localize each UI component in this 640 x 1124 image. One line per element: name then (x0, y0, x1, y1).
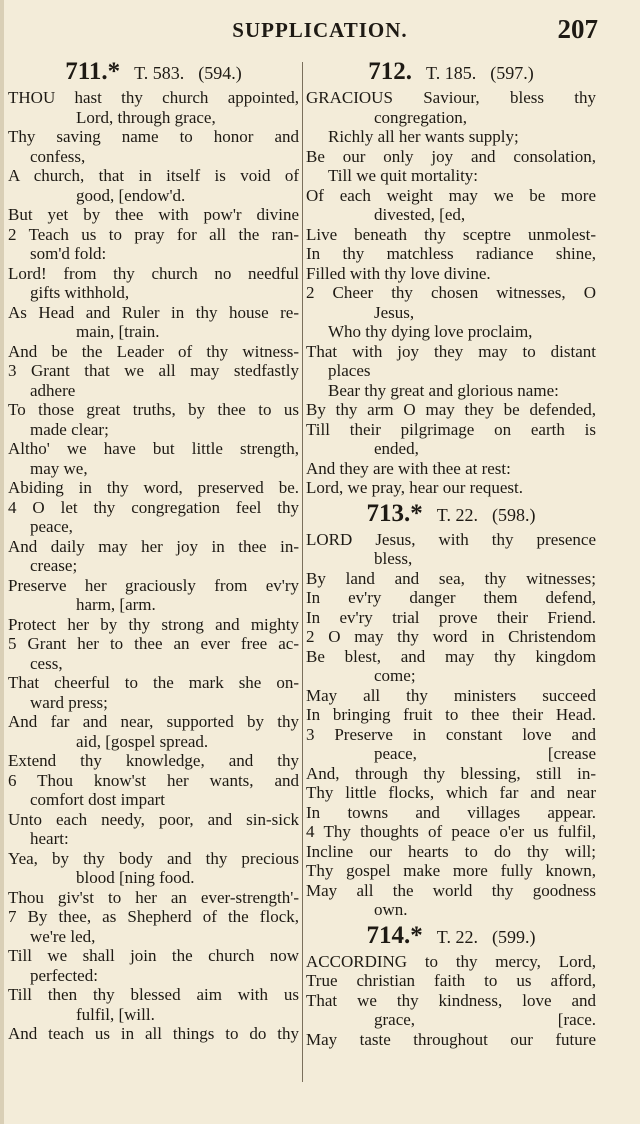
verse-line: A church, that in itself is void of (8, 166, 299, 185)
verse-line: 3 Grant that we all may stedfastly (8, 361, 299, 380)
verse-line: cess, (30, 653, 63, 673)
verse-line: Lord, through grace, (76, 107, 216, 127)
verse-line: Jesus, (374, 302, 415, 322)
verse-line: 2 Cheer thy chosen witnesses, O (306, 283, 596, 302)
hymn-number: 712. (368, 58, 413, 85)
tune-number: T. 583. (134, 63, 185, 83)
verse-line: perfected: (30, 965, 98, 985)
verse-line: May all the world thy goodness (306, 880, 596, 900)
verse-line: Yea, by thy body and thy precious (8, 848, 299, 868)
verse-line: May taste throughout our future (306, 1029, 596, 1049)
column-divider (302, 62, 303, 1082)
verse-line: In ev'ry trial prove their Friend. (306, 607, 596, 627)
verse-line: crease; (30, 556, 78, 575)
tune-number: T. 185. (426, 63, 477, 83)
verse-line: 2 O may thy word in Christendom (306, 627, 596, 646)
verse-line: aid, [gospel spread. (76, 731, 209, 751)
hymn-reference: (599.) (491, 926, 536, 947)
verse-line: places (328, 361, 371, 380)
hymn-number: 713.* (366, 499, 423, 527)
verse-line: 7 By thee, as Shepherd of the flock, (8, 907, 299, 926)
verse-line: bless, (374, 549, 413, 568)
verse-line: confess, (30, 146, 86, 166)
tune-number: T. 22. (436, 926, 478, 947)
verse-line: 5 Grant her to thee an ever free ac- (8, 634, 299, 653)
verse-line: Be our only joy and consolation, (306, 146, 596, 166)
hymn-number: 714.* (366, 921, 423, 949)
verse-line: Lord, we pray, hear our request. (306, 478, 523, 497)
verse-line: THOU hast thy church appointed, (8, 88, 299, 107)
verse-line: To those great truths, by thee to us (8, 400, 299, 419)
verse-line: own. (374, 900, 408, 919)
verse-line: And daily may her joy in thee in- (8, 536, 299, 556)
verse-line: Thy gospel make more fully known, (306, 861, 596, 880)
verse-line: Who thy dying love proclaim, (328, 322, 533, 341)
verse-line: grace, [race. (374, 1010, 596, 1029)
hymn-reference: (597.) (490, 63, 534, 83)
verse-line: In bringing fruit to thee their Head. (306, 705, 596, 724)
page-header (0, 14, 640, 48)
verse-line: And be the Leader of thy witness- (8, 341, 299, 361)
hymn-lines (306, 88, 596, 498)
verse-line: Till we quit mortality: (328, 166, 479, 185)
verse-line: 6 Thou know'st her wants, and (8, 770, 299, 790)
verse-line: made clear; (30, 419, 109, 439)
verse-line: Of each weight may we be more (306, 185, 596, 205)
verse-line: Till then thy blessed aim with us (8, 985, 299, 1004)
hymn-heading (8, 58, 299, 88)
hymn-reference: (594.) (198, 63, 242, 83)
verse-line: In ev'ry danger them defend, (306, 588, 596, 607)
verse-line: In towns and villages appear. (306, 802, 596, 822)
verse-line: By thy arm O may they be defended, (306, 400, 596, 419)
verse-line: 3 Preserve in constant love and (306, 724, 596, 744)
verse-line: That with joy they may to distant (306, 341, 596, 361)
verse-line: Incline our hearts to do thy will; (306, 841, 596, 861)
right-column (306, 56, 596, 1049)
hymn-number: 711.* (65, 58, 121, 85)
verse-line: Abiding in thy word, preserved be. (8, 478, 299, 497)
verse-line: And far and near, supported by thy (8, 712, 299, 731)
hymn-713 (306, 500, 596, 920)
verse-line: Thy little flocks, which far and near (306, 783, 596, 802)
verse-line: And they are with thee at rest: (306, 458, 511, 478)
verse-line: That we thy kindness, love and (306, 990, 596, 1010)
verse-line: Filled with thy love divine. (306, 263, 491, 283)
verse-line: Live beneath thy sceptre unmolest- (306, 224, 596, 244)
running-title: SUPPLICATION. (232, 18, 408, 42)
verse-line: we're led, (30, 926, 96, 946)
hymn-heading (306, 500, 596, 530)
verse-line: Lord! from thy church no needful (8, 263, 299, 283)
hymn-heading (306, 58, 596, 88)
hymn-lines (306, 530, 596, 920)
verse-line: Thou giv'st to her an ever-strength'- (8, 887, 299, 907)
hymn-714 (306, 922, 596, 1050)
verse-line: may we, (30, 458, 88, 478)
left-column (8, 56, 299, 1044)
verse-line: Preserve her graciously from ev'ry (8, 575, 299, 595)
tune-number: T. 22. (436, 504, 478, 525)
verse-line: 4 Thy thoughts of peace o'er us fulfil, (306, 822, 596, 841)
verse-line: Till their pilgrimage on earth is (306, 419, 596, 439)
verse-line: Altho' we have but little strength, (8, 439, 299, 458)
verse-line: peace, [crease (374, 744, 596, 763)
verse-line: And teach us in all things to do thy (8, 1024, 299, 1043)
verse-line: LORD Jesus, with thy presence (306, 529, 596, 549)
verse-line: May all thy ministers succeed (306, 685, 596, 705)
verse-line: ward press; (30, 692, 108, 712)
verse-line: gifts withhold, (30, 283, 130, 302)
verse-line: heart: (30, 829, 69, 848)
verse-line: But yet by thee with pow'r divine (8, 205, 299, 224)
page-edge (0, 0, 4, 1124)
hymn-712 (306, 58, 596, 498)
verse-line: True christian faith to us afford, (306, 971, 596, 990)
verse-line: 4 O let thy congregation feel thy (8, 497, 299, 517)
hymn-heading (306, 922, 596, 952)
verse-line: ACCORDING to thy mercy, Lord, (306, 951, 596, 971)
verse-line: Bear thy great and glorious name: (328, 380, 559, 400)
verse-line: ended, (374, 439, 419, 458)
verse-line: Unto each needy, poor, and sin-sick (8, 809, 299, 829)
verse-line: Till we shall join the church now (8, 946, 299, 965)
hymn-reference: (598.) (491, 504, 536, 525)
verse-line: harm, [arm. (76, 595, 156, 614)
verse-line: Thy saving name to honor and (8, 127, 299, 146)
verse-line: adhere (30, 380, 76, 400)
verse-line: fulfil, [will. (76, 1004, 155, 1024)
verse-line: Extend thy knowledge, and thy (8, 751, 299, 770)
verse-line: By land and sea, thy witnesses; (306, 568, 596, 588)
verse-line: good, [endow'd. (76, 185, 186, 205)
verse-line: 2 Teach us to pray for all the ran- (8, 224, 299, 244)
verse-line: In thy matchless radiance shine, (306, 244, 596, 263)
verse-line: come; (374, 666, 416, 685)
verse-line: Richly all her wants supply; (328, 127, 519, 146)
verse-line: As Head and Ruler in thy house re- (8, 302, 299, 322)
verse-line: comfort dost impart (30, 790, 166, 809)
hymn-lines (8, 88, 299, 1044)
hymn-lines (306, 952, 596, 1050)
verse-line: That cheerful to the mark she on- (8, 673, 299, 692)
verse-line: peace, (30, 517, 73, 536)
verse-line: GRACIOUS Saviour, bless thy (306, 88, 596, 107)
hymn-711 (8, 58, 299, 1044)
verse-line: divested, [ed, (374, 205, 466, 224)
verse-line: blood [ning food. (76, 868, 195, 887)
page-number: 207 (557, 14, 598, 44)
verse-line: Be blest, and may thy kingdom (306, 646, 596, 666)
verse-line: And, through thy blessing, still in- (306, 763, 596, 783)
verse-line: congregation, (374, 107, 467, 127)
verse-line: main, [train. (76, 322, 160, 341)
verse-line: som'd fold: (30, 244, 107, 263)
verse-line: Protect her by thy strong and mighty (8, 614, 299, 634)
